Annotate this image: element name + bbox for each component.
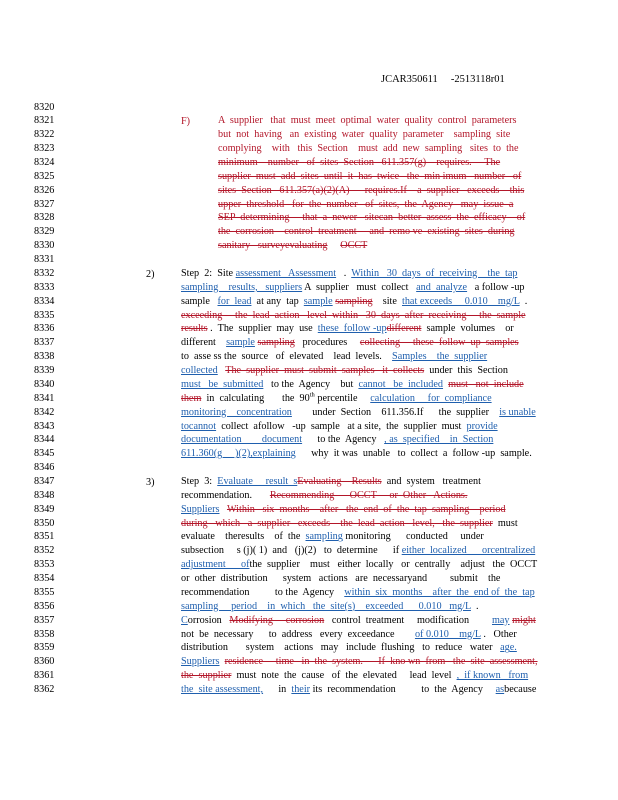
inserted-text: is unable (499, 406, 536, 418)
text-line (181, 323, 539, 334)
line-number: 8321 (34, 115, 55, 127)
line-number: 8326 (34, 184, 55, 196)
inserted-text: Suppliers (181, 503, 220, 515)
line-number: 8324 (34, 156, 55, 168)
deleted-text: Recommending OCCT or Other Actions. (269, 489, 468, 501)
text-line (181, 421, 539, 432)
deleted-text: must not include (448, 378, 524, 390)
text-run: under Section 611.356.If the supplier (291, 406, 500, 418)
line-number: 8353 (34, 559, 55, 571)
text-line (218, 212, 538, 223)
text-run: Step 3: (181, 475, 218, 487)
text-run: complying with this Section must add new sampling sites to the (218, 143, 519, 155)
text-run: to the Agency but (263, 378, 359, 390)
text-run: . Other (480, 628, 517, 640)
inserted-text: these follow -up (317, 323, 387, 335)
text-line (181, 476, 539, 487)
text-line (218, 226, 538, 237)
text-run: a follow -up (467, 281, 525, 293)
text-run (327, 240, 340, 251)
line-number: 8320 (34, 101, 55, 113)
line-number: 8336 (34, 323, 55, 335)
deleted-text: the supplier (181, 670, 232, 682)
line-number: 8331 (34, 254, 55, 266)
inserted-text: and analyze (416, 281, 468, 293)
document-header: JCAR350611 -2513118r01 (381, 74, 505, 85)
inserted-text: calculation for compliance (370, 392, 492, 404)
text-run: Step 2: Site (181, 267, 236, 279)
text-line (181, 615, 539, 626)
text-line (181, 601, 539, 612)
text-run: because (504, 684, 537, 696)
text-run: collect afollow -up sample at a site, the supplier must (216, 420, 467, 432)
text-run: to asse ss the source of elevated lead levels. (181, 351, 393, 363)
text-run: . (336, 267, 352, 279)
line-number: 8335 (34, 309, 55, 321)
text-line (181, 407, 539, 418)
line-number: 8323 (34, 143, 55, 155)
line-number: 8349 (34, 503, 55, 515)
inserted-text: Samples the supplier (392, 351, 488, 363)
line-number: 8342 (34, 406, 55, 418)
line-number: 8351 (34, 531, 55, 543)
inserted-text: C (181, 614, 188, 626)
line-number: 8340 (34, 378, 55, 390)
text-line (181, 656, 539, 667)
text-line (181, 531, 539, 542)
text-line (181, 587, 539, 598)
text-run (220, 504, 227, 515)
deleted-text: SEP determining that a newer sitecan better assess the efficacy of (218, 212, 526, 224)
line-number: 8358 (34, 628, 55, 640)
inserted-text: must be submitted (181, 378, 264, 390)
text-line (181, 670, 539, 681)
inserted-text: may (491, 614, 510, 626)
text-line (218, 115, 538, 126)
text-line (181, 504, 539, 515)
line-number: 8350 (34, 517, 55, 529)
deleted-text: upper threshold for the number of sites, the Agency may issue a (218, 198, 514, 210)
line-number: 8361 (34, 670, 55, 682)
inserted-text: 611.360(g )(2),explaining (181, 448, 296, 460)
inserted-text: monitoring concentration (181, 406, 292, 418)
text-run: site (372, 295, 402, 307)
deleted-text: supplier must add sites until it has twice the min imum number of (218, 170, 522, 182)
inserted-text: within six months after the end of the tap (344, 586, 535, 598)
text-run: in (263, 684, 292, 696)
text-run: not be necessary to address every exceedance (181, 628, 415, 640)
line-number: 8360 (34, 656, 55, 668)
text-line (181, 684, 539, 695)
deleted-text: Evaluating Results (297, 475, 382, 487)
line-number: 8341 (34, 392, 55, 404)
line-number: 8352 (34, 545, 55, 557)
deleted-text: during which a supplier exceeds the lead action level, the supplier (181, 517, 493, 529)
inserted-text: either localized orcentralized (401, 545, 536, 557)
text-run: but not having an existing water quality parameter sampling site (218, 129, 511, 141)
line-number: 8333 (34, 281, 55, 293)
inserted-text: tocannot (181, 420, 217, 432)
text-run: distribution system actions may include flushing to reduce water (181, 642, 501, 654)
text-run: must (492, 517, 518, 529)
line-number: 8332 (34, 267, 55, 279)
text-run: . (470, 600, 479, 612)
deleted-text: Modifying corrosion (229, 614, 325, 626)
inserted-text: Within 30 days of receiving the tap (351, 267, 518, 279)
line-number: 8338 (34, 351, 55, 363)
text-run: must note the cause of the elevated lead level (231, 670, 457, 682)
text-line (218, 185, 538, 196)
text-line (181, 573, 539, 584)
text-line (218, 240, 538, 251)
inserted-text: sampling (305, 531, 343, 543)
text-run: the supplier must either locally or centrally adjust the OCCT (249, 559, 538, 571)
item-marker-3: 3) (146, 476, 155, 488)
text-run: procedures (294, 337, 360, 349)
line-number: 8344 (34, 434, 55, 446)
text-line (218, 129, 538, 140)
line-number: 8343 (34, 420, 55, 432)
deleted-text: results (181, 323, 208, 335)
inserted-text: for lead (217, 295, 252, 307)
deleted-text: residence time in the system. If kno wn from the site assessment, (224, 656, 538, 668)
text-line (181, 379, 539, 390)
inserted-text: Suppliers (181, 656, 220, 668)
line-number: 8345 (34, 448, 55, 460)
superscript: th (309, 391, 315, 399)
text-run: evaluate theresults of the (181, 531, 306, 543)
line-number: 8329 (34, 226, 55, 238)
line-number: 8354 (34, 573, 55, 585)
text-line (218, 143, 538, 154)
text-line (181, 393, 539, 404)
deleted-text: sanitary surveyevaluating (218, 240, 328, 252)
text-run: and system treatment (381, 475, 481, 487)
text-line (181, 545, 539, 556)
deleted-text: sampling (257, 337, 295, 349)
text-line (181, 282, 539, 293)
deleted-text: the corrosion control treatment and remo ve existing sites during (218, 226, 515, 238)
text-run: recommendation to the Agency (181, 586, 345, 598)
deleted-text: sampling (335, 295, 373, 307)
deleted-text: The supplier must submit samples it collects (225, 365, 425, 377)
inserted-text: as (495, 684, 505, 696)
text-line (181, 351, 539, 362)
text-run: recommendation. (181, 489, 270, 501)
inserted-text: sampling results, suppliers (181, 281, 303, 293)
text-line (181, 337, 539, 348)
deleted-text: minimum number of sites Section 611.357(g) requires. The (218, 156, 501, 168)
inserted-text: assessment Assessment (235, 267, 337, 279)
text-line (181, 434, 539, 445)
text-run: . The supplier may use (207, 323, 318, 335)
text-run: control treatment modification (324, 614, 492, 626)
text-line (181, 268, 539, 279)
inserted-text: that exceeds 0.010 mg/L (402, 295, 520, 307)
line-number: 8328 (34, 212, 55, 224)
text-line (181, 518, 539, 529)
text-run: A supplier that must meet optimal water quality control parameters (218, 115, 517, 127)
inserted-text: sample (226, 337, 255, 349)
text-line (181, 296, 539, 307)
deleted-text: different (386, 323, 422, 335)
text-run: . (519, 295, 528, 307)
line-number: 8334 (34, 295, 55, 307)
text-run: orrosion (187, 614, 230, 626)
line-number: 8348 (34, 489, 55, 501)
inserted-text: , if known from (456, 670, 529, 682)
item-marker-f: F) (181, 115, 191, 127)
deleted-text: OCCT (340, 240, 368, 252)
text-line (181, 310, 539, 321)
text-line (181, 642, 539, 653)
inserted-text: the site assessment, (181, 684, 264, 696)
inserted-text: sampling period in which the site(s) exceeded 0.010 mg/L (181, 600, 471, 612)
text-run: under this Section (424, 365, 508, 377)
text-run (367, 240, 372, 251)
deleted-text: Within six months after the end of the tap sampling period (226, 503, 506, 515)
line-number: 8355 (34, 586, 55, 598)
text-run: at any tap (251, 295, 304, 307)
text-run: sample (181, 295, 218, 307)
line-number: 8325 (34, 170, 55, 182)
text-run: to the Agency (302, 434, 385, 446)
text-run: different (181, 337, 227, 349)
inserted-text: collected (181, 365, 218, 377)
item-marker-2: 2) (146, 268, 155, 280)
text-run: subsection s (j)( 1) and (j)(2) to determine if (181, 545, 402, 557)
text-run: percentile (314, 392, 371, 404)
inserted-text: , as specified in Section (384, 434, 494, 446)
inserted-text: of 0.010 mg/L (414, 628, 481, 640)
text-line (218, 171, 538, 182)
line-number: 8359 (34, 642, 55, 654)
text-run: why it was unable to collect a follow -up sample. (295, 448, 532, 460)
line-number: 8347 (34, 475, 55, 487)
text-line (218, 157, 538, 168)
text-line (181, 490, 539, 501)
line-number: 8339 (34, 365, 55, 377)
text-line (181, 629, 539, 640)
deleted-text: exceeding the lead action level within 30 days after receiving the sample (181, 309, 526, 321)
line-number: 8346 (34, 462, 55, 474)
line-number: 8357 (34, 614, 55, 626)
line-number: 8362 (34, 684, 55, 696)
text-run: or other distribution system actions are necessaryand submit the (181, 573, 501, 585)
deleted-text: them (181, 392, 202, 404)
text-line (218, 199, 538, 210)
inserted-text: Evaluate result s (217, 475, 298, 487)
inserted-text: their (291, 684, 311, 696)
inserted-text: provide (466, 420, 498, 432)
inserted-text: adjustment of (181, 559, 250, 571)
line-number: 8330 (34, 240, 55, 252)
deleted-text: collecting these follow up samples (359, 337, 519, 349)
text-run: A supplier must collect (302, 281, 417, 293)
line-number: 8327 (34, 198, 55, 210)
text-run: sample volumes or (421, 323, 514, 335)
text-line (181, 448, 539, 459)
inserted-text: documentation document (181, 434, 303, 446)
text-line (181, 365, 539, 376)
inserted-text: age. (500, 642, 517, 654)
text-run: in calculating the 90 (201, 392, 310, 404)
deleted-text: sites Section 611.357(a)(2)(A) requires.If a supplier exceeds this (218, 184, 525, 196)
line-number: 8322 (34, 129, 55, 141)
deleted-text: might (512, 614, 536, 626)
inserted-text: sample (303, 295, 333, 307)
text-run: its recommendation to the Agency (310, 684, 496, 696)
text-run: monitoring conducted under (342, 531, 484, 543)
line-number: 8356 (34, 600, 55, 612)
text-line (181, 559, 539, 570)
line-number: 8337 (34, 337, 55, 349)
inserted-text: cannot be included (358, 378, 444, 390)
